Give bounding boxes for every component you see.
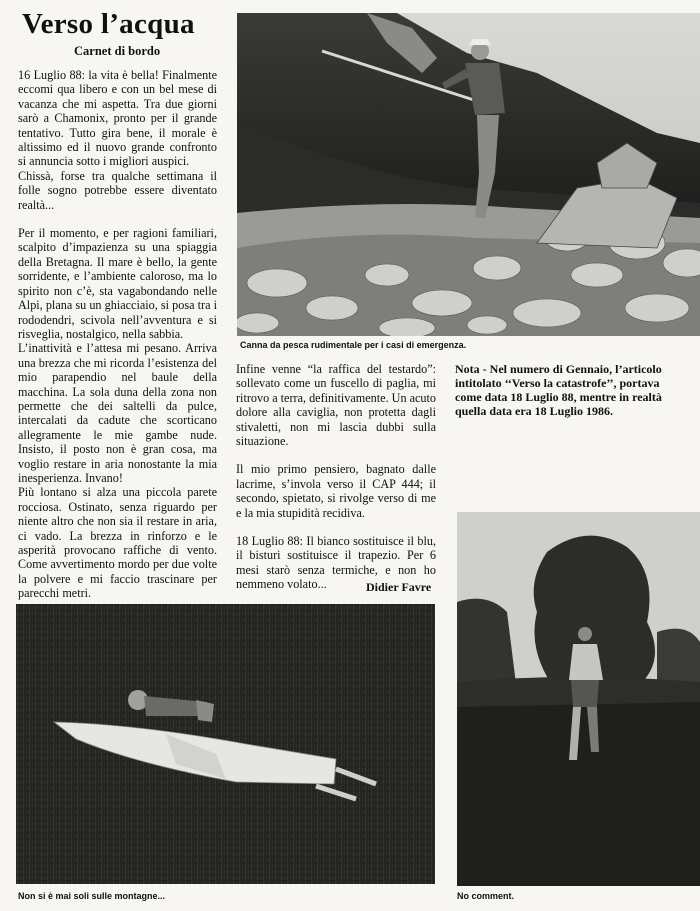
article-column-2 <box>236 362 436 592</box>
editor-note: Nota - Nel numero di Gennaio, l’articolo intitolato ‘‘Verso la catastrofe’’, portava come data 18 Luglio 88, mentre in realtà quella data era 18 Luglio 1986. <box>455 362 662 418</box>
walking-man-photo-image <box>457 512 700 886</box>
caption-bottom-left: Non si è mai soli sulle montagne... <box>18 891 166 901</box>
paragraph: Per il momento, e per ragioni familiari, scalpito d’impazienza su una spiaggia della Bretagna. Il mare è bello, la gente sorridente, e l’ambiente caloroso, ma lo spirito non c’è, sta vagabondando nelle Alpi, plana su un ghiacciaio, si posa tra i rododendri, scivola nell’avventura e si risveglia, nostalgico, nella sabbia. <box>18 226 217 341</box>
paragraph: Chissà, forse tra qualche settimana il folle sogno potrebbe essere diventato realtà... <box>18 168 217 212</box>
paragraph: Il mio primo pensiero, bagnato dalle lacrime, s’invola verso il CAP 444; il secondo, spietato, si rivolge verso di me e la mia stupidità recidiva. <box>236 462 436 520</box>
caption-top-photo: Canna da pesca rudimentale per i casi di emergenza. <box>240 340 467 350</box>
paraglider-photo-image <box>16 604 435 884</box>
article-title: Verso l’acqua <box>22 8 195 40</box>
photo-fisherman <box>237 13 700 336</box>
caption-bottom-right: No comment. <box>457 891 515 901</box>
paragraph: L’inattività e l’attesa mi pesano. Arriva una brezza che mi ricorda l’esistenza del mio parapendio nel baule della macchina. La sola duna della zona non permette che dei saltelli da pulce, intercalati da cadute che scorticano allegramente le mie gambe nude. Insisto, il posto non è gran cosa, ma voglio restare in aria nonostante la mia inesperienza. Invano! <box>18 341 217 485</box>
paragraph: 16 Luglio 88: la vita è bella! Finalmente eccomi qua libero e con un bel mese di vacanza che mi aspetta. Tra due giorni sarò a Chamonix, pronto per il grande tentativo. Tutto gira bene, il morale è altissimo ed il nuovo grande confronto si annuncia sotto i migliori auspici. <box>18 68 217 169</box>
paragraph: Infine venne “la raffica del testardo”: sollevato come un fuscello di paglia, mi ritrovo a terra, definitivamente. Un acuto dolore alla caviglia, non protetta dagli stivaletti, non mi lascia dubbi sulla situazione. <box>236 362 436 449</box>
fisherman-photo-image <box>237 13 700 336</box>
article-subtitle: Carnet di bordo <box>74 44 161 58</box>
photo-paraglider-person <box>16 604 435 884</box>
paragraph: 18 Luglio 88: Il bianco sostituisce il blu, il bisturi sostituisce il trapezio. Per 6 mesi starò senza termiche, e non ho nemmeno volato... <box>236 534 436 592</box>
article-column-1 <box>18 68 217 601</box>
paragraph: Più lontano si alza una piccola parete rocciosa. Ostinato, senza riguardo per niente altro che non sia il restare in aria, ci vado. La brezza in rinforzo e le asperità provocano raffiche di vento. Come avvertimento mordo per due volte la polvere e mi faccio trascinare per parecchi metri. <box>18 485 217 601</box>
photo-walking-man <box>457 512 700 886</box>
author-signature: Didier Favre <box>366 580 432 594</box>
